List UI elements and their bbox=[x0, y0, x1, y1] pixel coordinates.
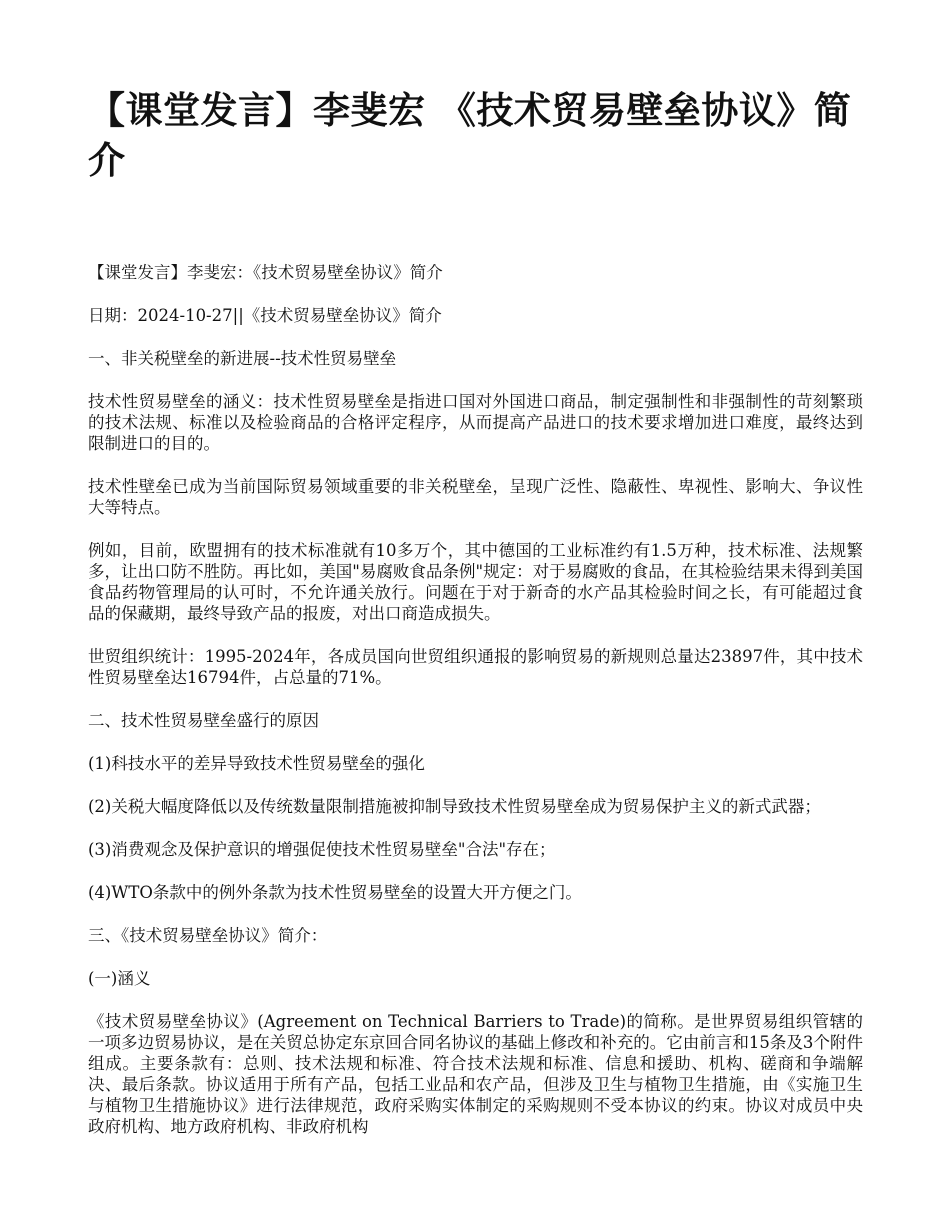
reason-item-4: (4)WTO条款中的例外条款为技术性贸易壁垒的设置大开方便之门。 bbox=[88, 883, 582, 902]
section-heading-2: 二、技术性贸易壁垒盛行的原因 bbox=[88, 711, 319, 730]
paragraph-definition: 技术性贸易壁垒的涵义：技术性贸易壁垒是指进口国对外国进口商品，制定强制性和非强制性的苛刻繁琐的技术法规、标准以及检验商品的合格评定程序，从而提高产品进口的技术要求增加进口难度，最终达到限制进口的目的。 bbox=[88, 392, 863, 453]
reason-item-2: (2)关税大幅度降低以及传统数量限制措施被抑制导致技术性贸易壁垒成为贸易保护主义的新式武器； bbox=[88, 797, 821, 816]
reason-item-3: (3)消费观念及保护意识的增强促使技术性贸易壁垒"合法"存在； bbox=[88, 840, 556, 859]
paragraph-characteristics: 技术性壁垒已成为当前国际贸易领域重要的非关税壁垒，呈现广泛性、隐蔽性、卑视性、影响大、争议性大等特点。 bbox=[88, 477, 863, 517]
paragraph-examples: 例如，目前，欧盟拥有的技术标准就有10多万个，其中德国的工业标准约有1.5万种，技术标准、法规繁多，让出口防不胜防。再比如，美国"易腐败食品条例"规定：对于易腐败的食品，在其检验结果未得到美国食品药物管理局的认可时，不允许通关放行。问题在于对于新奇的水产品其检验时间之长，有可能超过食品的保藏期，最终导致产品的报废，对出口商造成损失。 bbox=[88, 541, 863, 623]
document-page bbox=[88, 86, 863, 1159]
reason-item-1: (1)科技水平的差异导致技术性贸易壁垒的强化 bbox=[88, 754, 425, 773]
paragraph-agreement-intro: 《技术贸易壁垒协议》(Agreement on Technical Barriers to Trade)的简称。是世界贸易组织管辖的一项多边贸易协议，是在关贸总协定东京回合同名协议的基础上修改和补充的。它由前言和15条及3个附件组成。主要条款有：总则、技术法规和标准、符合技术法规和标准、信息和援助、机构、磋商和争端解决、最后条款。协议适用于所有产品，包括工业品和农产品，但涉及卫生与植物卫生措施，由《实施卫生与植物卫生措施协议》进行法律规范，政府采购实体制定的采购规则不受本协议的约束。协议对成员中央政府机构、地方政府机构、非政府机构 bbox=[88, 1012, 863, 1136]
paragraph-statistics: 世贸组织统计：1995-2024年，各成员国向世贸组织通报的影响贸易的新规则总量达23897件，其中技术性贸易壁垒达16794件，占总量的71%。 bbox=[88, 647, 863, 687]
subsection-heading-meaning: (一)涵义 bbox=[88, 969, 151, 988]
paragraph-date: 日期：2024-10-27||《技术贸易壁垒协议》简介 bbox=[88, 306, 442, 325]
section-heading-3: 三、《技术贸易壁垒协议》简介： bbox=[88, 926, 328, 945]
paragraph-heading-line: 【课堂发言】李斐宏：《技术贸易壁垒协议》简介 bbox=[88, 263, 443, 282]
section-heading-1: 一、非关税壁垒的新进展--技术性贸易壁垒 bbox=[88, 349, 397, 368]
document-title: 【课堂发言】李斐宏 《技术贸易壁垒协议》简介 bbox=[88, 89, 852, 182]
